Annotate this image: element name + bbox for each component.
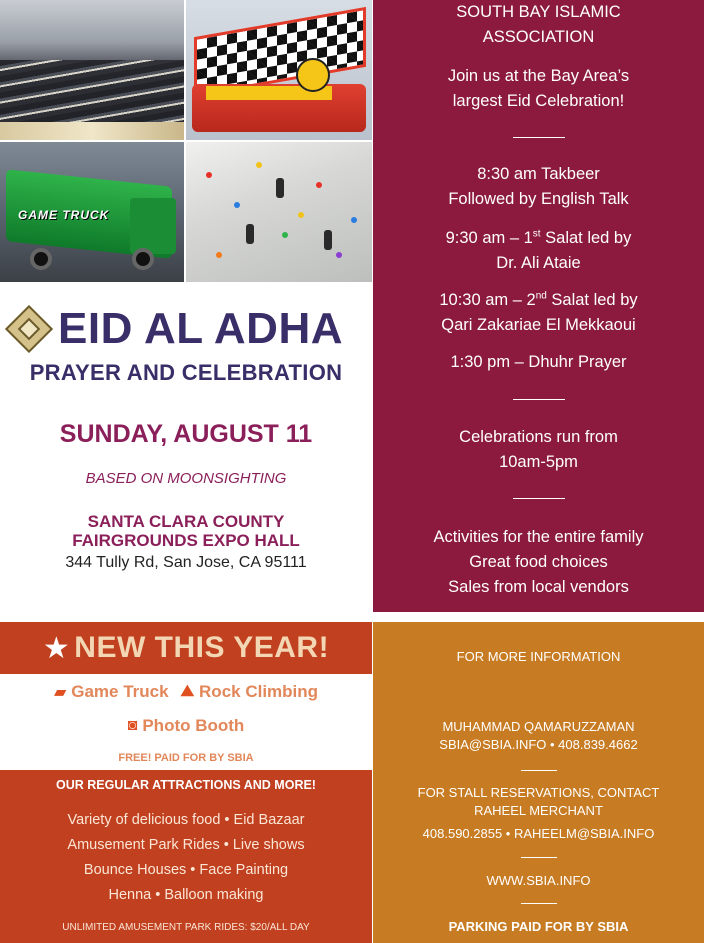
inflatable-logo <box>296 58 330 92</box>
contact-name: MUHAMMAD QAMARUZZAMAN <box>442 719 635 734</box>
star-icon: ★ <box>42 631 71 665</box>
new-attractions-row <box>0 716 372 736</box>
salat-2-imam: Qari Zakariae El Mekkaoui <box>441 316 636 334</box>
more-info-heading: FOR MORE INFORMATION <box>456 649 621 664</box>
activity-item: Sales from local vendors <box>448 578 629 596</box>
climbing-hold <box>316 182 322 188</box>
venue-line-1: SANTA CLARA COUNTY <box>87 512 285 531</box>
climbing-hold <box>336 252 342 258</box>
activity-item: Activities for the entire family <box>433 528 644 546</box>
org-name-line-1: SOUTH BAY ISLAMIC <box>456 3 621 21</box>
climbing-hold <box>256 162 262 168</box>
game-controller-icon: ▰ <box>53 684 67 701</box>
prayer-mat <box>0 122 184 140</box>
celebrations-hours: 10am-5pm <box>499 453 578 471</box>
divider <box>521 903 557 904</box>
new-this-year-header <box>0 622 372 674</box>
title-row <box>6 304 343 354</box>
climbing-hold <box>216 252 222 258</box>
moonsighting-note: BASED ON MOONSIGHTING <box>85 470 287 487</box>
regular-attraction-line: Henna • Balloon making <box>108 887 264 903</box>
climber-icon: ⛰ <box>180 683 195 700</box>
photo-congregation-prayer <box>0 0 184 140</box>
attraction-photo-booth: ◙ Photo Booth <box>127 716 245 735</box>
divider <box>521 770 557 771</box>
contact-panel <box>373 622 704 943</box>
photo-game-truck <box>0 142 184 282</box>
regular-attraction-line: Amusement Park Rides • Live shows <box>67 837 305 853</box>
climber-figure <box>324 230 332 250</box>
website-link[interactable]: WWW.SBIA.INFO <box>486 873 591 888</box>
divider <box>513 137 565 138</box>
regular-attractions-title: OUR REGULAR ATTRACTIONS AND MORE! <box>56 778 316 792</box>
photo-rock-climbing-wall <box>186 142 372 282</box>
divider <box>521 857 557 858</box>
regular-attraction-line: Variety of delicious food • Eid Bazaar <box>67 812 305 828</box>
event-title: EID AL ADHA <box>58 304 343 353</box>
event-info-panel <box>0 282 372 612</box>
salat-1-imam: Dr. Ali Ataie <box>496 254 581 272</box>
invite-line-1: Join us at the Bay Area’s <box>447 67 630 85</box>
venue-name <box>0 512 372 550</box>
venue-line-2: FAIRGROUNDS EXPO HALL <box>72 531 300 550</box>
climbing-hold <box>351 217 357 223</box>
climbing-hold <box>234 202 240 208</box>
new-attractions-box <box>0 674 372 770</box>
regular-attraction-line: Bounce Houses • Face Painting <box>83 862 289 878</box>
photo-inflatable-ride <box>186 0 372 140</box>
climbing-hold <box>298 212 304 218</box>
truck-wheel-front <box>30 248 52 270</box>
parking-note: PARKING PAID FOR BY SBIA <box>448 919 629 934</box>
free-note: FREE! PAID FOR BY SBIA <box>118 752 254 764</box>
activity-item: Great food choices <box>469 553 608 571</box>
new-attractions-row <box>0 682 372 702</box>
unlimited-rides-price: UNLIMITED AMUSEMENT PARK RIDES: $20/ALL DAY <box>62 922 310 933</box>
stall-contact-name: RAHEEL MERCHANT <box>474 803 603 818</box>
dhuhr-prayer: 1:30 pm – Dhuhr Prayer <box>450 353 627 371</box>
attraction-game-truck: ▰ Game Truck <box>53 682 169 701</box>
takbeer-note: Followed by English Talk <box>448 190 629 208</box>
divider <box>513 498 565 499</box>
climbing-hold <box>282 232 288 238</box>
stall-contact-details[interactable]: 408.590.2855 • RAHEELM@SBIA.INFO <box>422 826 655 841</box>
event-subtitle: PRAYER AND CELEBRATION <box>29 360 343 385</box>
event-date: SUNDAY, AUGUST 11 <box>59 420 313 448</box>
takbeer-time: 8:30 am Takbeer <box>477 165 600 183</box>
climber-figure <box>276 178 284 198</box>
climbing-hold <box>206 172 212 178</box>
photo-grid <box>0 0 372 282</box>
org-name-line-2: ASSOCIATION <box>482 28 595 46</box>
divider <box>513 399 565 400</box>
invite-line-2: largest Eid Celebration! <box>452 92 625 110</box>
truck-wheel-rear <box>132 248 154 270</box>
contact-details[interactable]: SBIA@SBIA.INFO • 408.839.4662 <box>439 737 638 752</box>
attraction-rock-climbing: ⛰ Rock Climbing <box>180 682 319 701</box>
salat-2-time: 10:30 am – 2nd Salat led by <box>439 290 638 309</box>
new-this-year-panel <box>0 622 372 943</box>
truck-cab <box>130 198 176 254</box>
venue-address: 344 Tully Rd, San Jose, CA 95111 <box>65 554 307 571</box>
islamic-calligraphy-badge-icon <box>6 306 52 352</box>
schedule-panel <box>373 0 704 612</box>
celebrations-line-1: Celebrations run from <box>459 428 618 446</box>
salat-1-time: 9:30 am – 1st Salat led by <box>445 228 632 247</box>
stall-reservations-line-1: FOR STALL RESERVATIONS, CONTACT <box>417 785 660 800</box>
new-this-year-title: NEW THIS YEAR! <box>74 631 330 664</box>
climber-figure <box>246 224 254 244</box>
camera-icon: ◙ <box>127 717 138 734</box>
truck-label: GAME TRUCK <box>18 208 110 222</box>
